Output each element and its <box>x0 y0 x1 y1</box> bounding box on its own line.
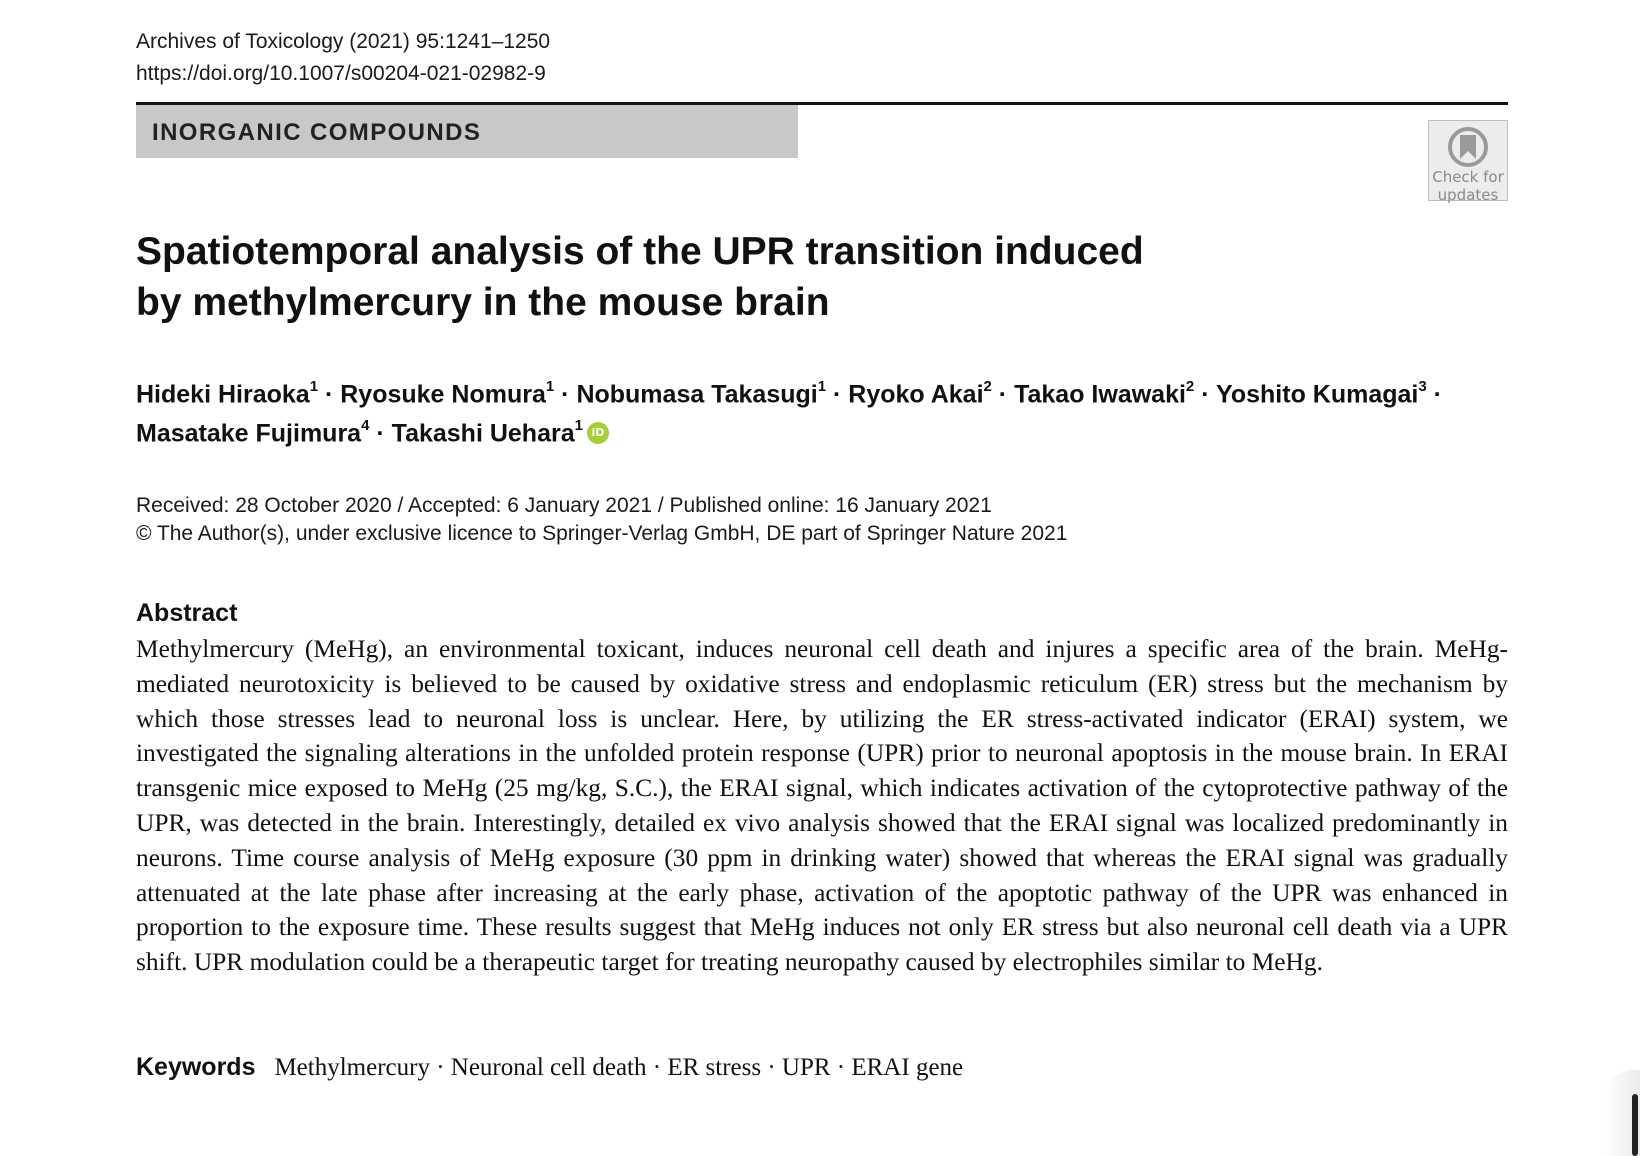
keywords-label: Keywords <box>136 1053 256 1081</box>
journal-citation: Archives of Toxicology (2021) 95:1241–1250 <box>136 30 551 53</box>
author-affiliation: 1 <box>817 378 827 395</box>
author-affiliation: 4 <box>361 417 370 435</box>
copyright-notice: © The Author(s), under exclusive licence to Springer-Verlag GmbH, DE part of Springer Nature 2021 <box>136 522 1068 545</box>
date-history: Received: 28 October 2020 / Accepted: 6 January 2021 / Published online: 16 January 2021 <box>136 494 992 517</box>
author-name[interactable]: Takashi Uehara <box>391 419 575 448</box>
category-banner: INORGANIC COMPOUNDS <box>136 105 798 158</box>
author-name[interactable]: Yoshito Kumagai <box>1216 380 1419 409</box>
author-list: Hideki Hiraoka$^1$ · Ryosuke Nomura$^1$ · Nobumasa Takasugi$^1$ · Ryoko Akai$^2$ · Takao Iwawaki$^2$ · Yoshito Kumagai$^3$ · Masatake Fujimura$^4$ · Takashi Uehara$^1$ iD <box>136 378 1442 448</box>
author-affiliation: 2 <box>983 378 992 395</box>
check-for-updates-button[interactable] <box>1428 120 1508 204</box>
article-title <box>136 226 1236 328</box>
title-line-1: Spatiotemporal analysis of the UPR transition induced <box>136 230 1144 273</box>
journal-info <box>136 26 550 90</box>
keywords-section <box>136 1050 963 1085</box>
abstract-text: Methylmercury (MeHg), an environmental toxicant, induces neuronal cell death and injures a specific area of the brain. MeHg-mediated neurotoxicity is believed to be caused by oxidative stress and endoplasmic reticulum (ER) stress but the mechanism by which those stresses lead to neuronal loss is unclear. Here, by utilizing the ER stress-activated indicator (ERAI) system, we investigated the signaling alterations in the unfolded protein response (UPR) prior to neuronal apoptosis in the mouse brain. In ERAI transgenic mice exposed to MeHg (25 mg/kg, S.C.), the ERAI signal, which indicates activation of the cytoprotective pathway of the UPR, was detected in the brain. Interestingly, detailed ex vivo analysis showed that the ERAI signal was localized predominantly in neurons. Time course analysis of MeHg exposure (30 ppm in drinking water) showed that whereas the ERAI signal was gradually attenuated at the late phase after increasing at the early phase, activation of the apoptotic pathway of the UPR was enhanced in proportion to the exposure time. These results suggest that MeHg induces not only ER stress but also neuronal cell death via a UPR shift. UPR modulation could be a therapeutic target for treating neuropathy caused by electrophiles similar to MeHg. <box>136 635 1508 977</box>
keywords-list: Methylmercury · Neuronal cell death · ER stress · UPR · ERAI gene <box>274 1054 964 1081</box>
author-name[interactable]: Takao Iwawaki <box>1014 380 1186 409</box>
bookmark-icon <box>1446 127 1490 167</box>
orcid-icon[interactable]: iD <box>587 422 609 444</box>
author-name[interactable]: Nobumasa Takasugi <box>576 380 818 409</box>
author-affiliation: 2 <box>1185 378 1195 395</box>
author-name[interactable]: Masatake Fujimura <box>136 419 362 448</box>
author-affiliation: 1 <box>309 378 319 395</box>
author-affiliation: 1 <box>545 378 555 395</box>
author-affiliation: 3 <box>1418 378 1427 395</box>
author-name[interactable]: Ryosuke Nomura <box>340 380 546 409</box>
check-updates-line2: updates <box>1437 186 1499 204</box>
check-updates-line1: Check for <box>1432 168 1504 186</box>
scrollbar-handle[interactable] <box>1604 1070 1640 1156</box>
author-name[interactable]: Ryoko Akai <box>848 380 984 409</box>
doi-link[interactable]: https://doi.org/10.1007/s00204-021-02982-9 <box>136 62 546 85</box>
author-name[interactable]: Hideki Hiraoka <box>136 380 310 409</box>
abstract-heading: Abstract <box>136 599 238 627</box>
publication-dates <box>136 492 1067 548</box>
author-affiliation: 1 <box>574 417 583 435</box>
title-line-2: by methylmercury in the mouse brain <box>136 281 830 324</box>
